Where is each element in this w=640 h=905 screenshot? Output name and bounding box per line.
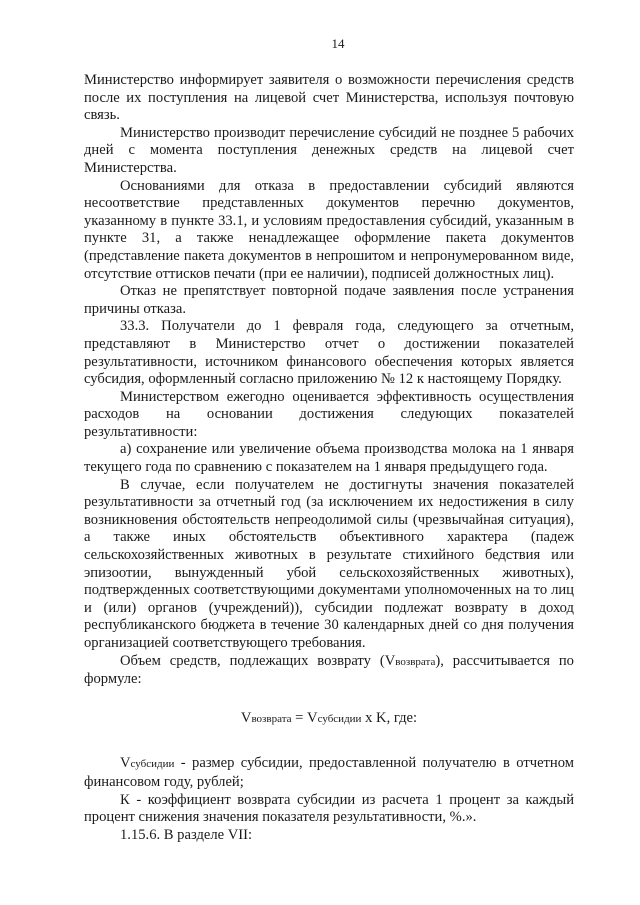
paragraph-refusal-grounds: Основаниями для отказа в предоставлении субсидий являются несоответствие представленных документов перечню документов, указанному в пункте 33.1, и условиям предоставления субсидий, указанным в пункте 31, а также ненадлежащее оформление пакета документов (представление пакета документов в непрошитом и непронумерованном виде, отсутствие оттисков печати (при ее наличии), подписей должностных лиц). <box>84 177 574 282</box>
document-body <box>84 72 574 844</box>
page-number: 14 <box>331 36 345 51</box>
formula-equals: = V <box>291 709 318 726</box>
paragraph-transfer-deadline: Министерство производит перечисление субсидий не позднее 5 рабочих дней с момента поступления денежных средств на лицевой счет Министерства. <box>84 124 574 176</box>
volume-text-after: ), рассчитывается по формуле: <box>84 652 574 688</box>
definition-v-subscript: субсидии <box>130 758 175 771</box>
formula-rhs-subscript: субсидии <box>317 712 362 725</box>
paragraph-notification: Министерство информирует заявителя о возможности перечисления средств после их поступления на лицевой счет Министерства, используя почтовую связь. <box>84 72 574 124</box>
paragraph-efficiency-assessment: Министерством ежегодно оценивается эффективность осуществления расходов на основании достижения следующих показателей результативности: <box>84 388 574 440</box>
section-1-15-6-heading: 1.15.6. В разделе VII: <box>120 826 253 843</box>
document-page <box>84 36 574 844</box>
paragraph-reapplication: Отказ не препятствует повторной подаче заявления после устранения причины отказа. <box>84 283 574 317</box>
definition-v-subsidy <box>84 755 574 791</box>
formula-lhs-subscript: возврата <box>251 712 292 725</box>
volume-subscript: возврата <box>395 655 436 668</box>
paragraph-refund-conditions: В случае, если получателем не достигнуты значения показателей результативности за отчетный год (за исключением их недостижения в силу возникновения обстоятельств непреодолимой силы (чрезвычайная ситуация), а также иных обстоятельств объективного характера (падеж сельскохозяйственных животных в результате стихийного бедствия или эпизоотии, вынужденный убой сельскохозяйственных животных), подтвержденных соответствующими документами уполномоченных на то лиц и (или) органов (учреждений)), субсидии подлежат возврату в доход республиканского бюджета в течение 30 календарных дней со дня получения организацией соответствующего требования. <box>84 476 574 651</box>
definition-v-text: - размер субсидии, предоставленной получателю в отчетном финансовом году, рублей; <box>84 755 574 790</box>
volume-text-before: Объем средств, подлежащих возврату (V <box>120 652 396 669</box>
paragraph-refund-volume <box>84 653 574 689</box>
refund-formula <box>84 710 574 729</box>
definition-k-coefficient: К - коэффициент возврата субсидии из расчета 1 процент за каждый процент снижения значения показателя результативности, %.». <box>84 791 574 826</box>
paragraph-indicator-a: а) сохранение или увеличение объема производства молока на 1 января текущего года по сравнению с показателем на 1 января предыдущего года. <box>84 441 574 476</box>
formula-rest: x K, где: <box>361 709 418 726</box>
paragraph-33-3-report: 33.3. Получатели до 1 февраля года, следующего за отчетным, представляют в Министерство отчет о достижении показателей результативности, источником финансового обеспечения которых является субсидия, оформленный согласно приложению № 12 к настоящему Порядку. <box>84 318 574 388</box>
formula-lhs: V <box>240 709 252 726</box>
definition-v-symbol: V <box>120 755 131 772</box>
